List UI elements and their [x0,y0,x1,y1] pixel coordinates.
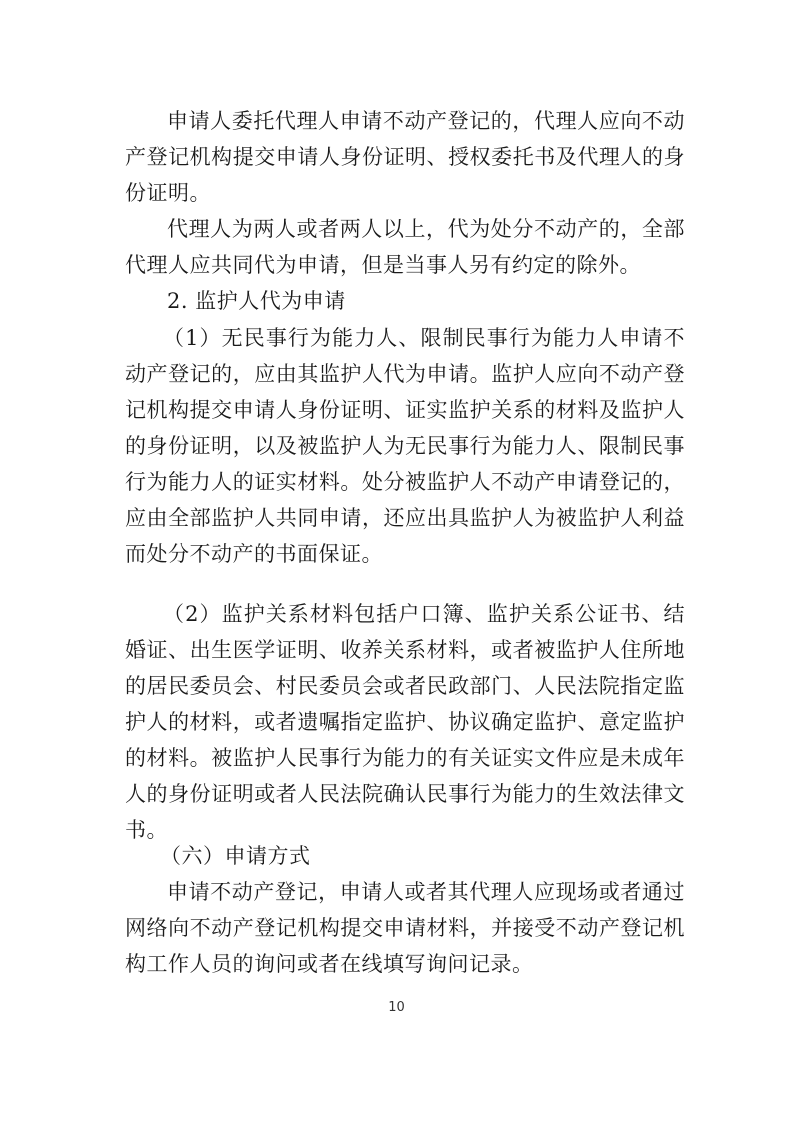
heading-text: 2. 监护人代为申请 [167,289,346,313]
paragraph-text: （1）无民事行为能力人、限制民事行为能力人申请不动产登记的，应由其监护人代为申请。监护人应向不动产登记机构提交申请人身份证明、证实监护关系的材料及监护人的身份证明，以及被监护人为无民事行为能力人、限制民事行为能力人的证实材料。处分被监护人不动产申请登记的，应由全部监护人共同申请，还应出具监护人为被监护人利益而处分不动产的书面保证。 [125,326,685,566]
paragraph-guardian-1 [125,320,685,572]
paragraph-text: 申请人委托代理人申请不动产登记的，代理人应向不动产登记机构提交申请人身份证明、授权委托书及代理人的身份证明。 [125,109,685,205]
paragraph-agent-submission [125,103,685,211]
section-heading-guardian [125,283,685,319]
paragraph-text: （2）监护关系材料包括户口簿、监护关系公证书、结婚证、出生医学证明、收养关系材料，或者被监护人住所地的居民委员会、村民委员会或者民政部门、人民法院指定监护人的材料，或者遗嘱指定监护、协议确定监护、意定监护的材料。被监护人民事行为能力的有关证实文件应是未成年人的身份证明或者人民法院确认民事行为能力的生效法律文书。 [125,602,685,842]
paragraph-multiple-agents [125,211,685,283]
section-heading-application-method: （六）申请方式 [160,844,311,868]
paragraph-text: 代理人为两人或者两人以上，代为处分不动产的，全部代理人应共同代为申请，但是当事人另有约定的除外。 [125,217,685,277]
paragraph-application-method [125,874,685,982]
page-number: 10 [388,1000,405,1015]
paragraph-text: 申请不动产登记，申请人或者其代理人应现场或者通过网络向不动产登记机构提交申请材料，并接受不动产登记机构工作人员的询问或者在线填写询问记录。 [125,880,685,976]
paragraph-guardian-2 [125,596,685,848]
